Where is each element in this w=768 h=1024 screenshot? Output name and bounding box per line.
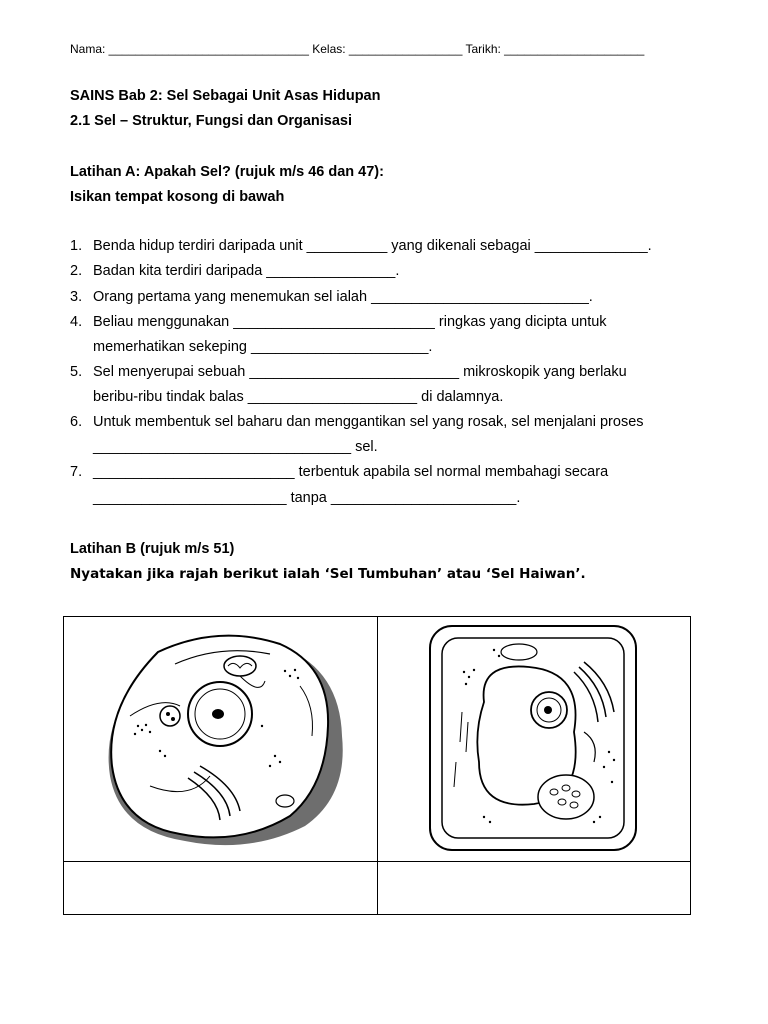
question-7-continuation: ________________________ tanpa _______________________. xyxy=(93,490,521,506)
question-2 xyxy=(70,263,399,279)
latihan-b-heading: Latihan B (rujuk m/s 51) xyxy=(70,541,235,557)
question-text: Untuk membentuk sel baharu dan menggantikan sel yang rosak, sel menjalani proses xyxy=(93,414,644,430)
cell-diagram-table xyxy=(63,616,691,915)
question-7 xyxy=(70,464,608,480)
latihan-a-instruction: Isikan tempat kosong di bawah xyxy=(70,189,285,205)
question-1 xyxy=(70,238,652,254)
question-text: Sel menyerupai sebuah __________________________ mikroskopik yang berlaku xyxy=(93,364,627,380)
question-text: Orang pertama yang menemukan sel ialah ___________________________. xyxy=(93,289,593,305)
question-5-continuation: beribu-ribu tindak balas _____________________ di dalamnya. xyxy=(93,389,504,405)
question-4-continuation: memerhatikan sekeping ______________________. xyxy=(93,339,433,355)
question-number: 2. xyxy=(70,263,83,279)
section-title: 2.1 Sel – Struktur, Fungsi dan Organisasi xyxy=(70,113,353,129)
question-4 xyxy=(70,314,607,330)
question-3 xyxy=(70,289,593,305)
question-text: _________________________ terbentuk apabila sel normal membahagi secara xyxy=(93,464,609,480)
latihan-a-heading: Latihan A: Apakah Sel? (rujuk m/s 46 dan 47): xyxy=(70,164,384,180)
question-number: 4. xyxy=(70,314,83,330)
answer-cell-right[interactable] xyxy=(377,862,690,915)
question-number: 1. xyxy=(70,238,83,254)
question-6-continuation: ________________________________ sel. xyxy=(93,439,378,455)
question-text: Badan kita terdiri daripada ________________. xyxy=(93,263,400,279)
diagram-cell-left xyxy=(64,617,378,862)
question-text: Beliau menggunakan _________________________ ringkas yang dicipta untuk xyxy=(93,314,607,330)
question-text: Benda hidup terdiri daripada unit __________ yang dikenali sebagai ______________. xyxy=(93,238,652,254)
diagram-cell-right xyxy=(377,617,690,862)
question-number: 5. xyxy=(70,364,83,380)
animal-cell-diagram xyxy=(90,626,350,852)
chapter-title: SAINS Bab 2: Sel Sebagai Unit Asas Hidupan xyxy=(70,88,381,104)
plant-cell-diagram xyxy=(424,622,644,856)
question-5 xyxy=(70,364,627,380)
student-info-line: Nama: ______________________________ Kelas: _________________ Tarikh: _____________________ xyxy=(70,42,645,56)
question-number: 7. xyxy=(70,464,83,480)
answer-cell-left[interactable] xyxy=(64,862,378,915)
question-number: 6. xyxy=(70,414,83,430)
question-6 xyxy=(70,414,644,430)
question-number: 3. xyxy=(70,289,83,305)
latihan-b-instruction: Nyatakan jika rajah berikut ialah ‘Sel Tumbuhan’ atau ‘Sel Haiwan’. xyxy=(70,566,586,582)
